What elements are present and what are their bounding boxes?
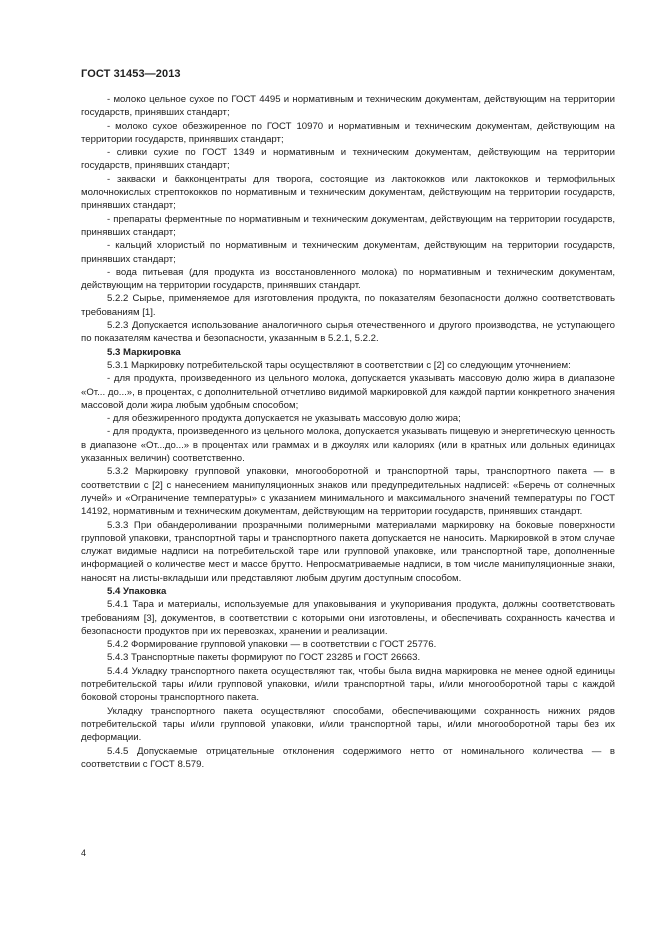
list-item: - для продукта, произведенного из цельного молока, допускается указывать пищевую и энергетическую ценность в диапазоне «От...до...» в процентах или граммах и в джоулях или калориях (или в кратных или дольных единицах указанных величин) соответственно. (81, 426, 615, 465)
clause-5-4-1: 5.4.1 Тара и материалы, используемые для упаковывания и укупоривания продукта, должны соответствовать требованиям [3], документов, в соответствии с которыми они изготовлены, и обеспечивать сохранность качества и безопасности продуктов при их перевозках, хранении и реализации. (81, 599, 615, 637)
clause-5-2-3: 5.2.3 Допускается использование аналогичного сырья отечественного и другого производства, не уступающего по показателям качества и безопасности, указанным в 5.2.1, 5.2.2. (81, 320, 615, 345)
clause-5-4-3: 5.4.3 Транспортные пакеты формируют по ГОСТ 23285 и ГОСТ 26663. (107, 652, 421, 664)
list-item: - для обезжиренного продукта допускается не указывать массовую долю жира; (107, 413, 461, 425)
list-item: - сливки сухие по ГОСТ 1349 и нормативным и техническим документам, действующим на территории государств, принявших стандарт; (81, 147, 615, 172)
clause-5-4-4: 5.4.4 Укладку транспортного пакета осуществляют так, чтобы была видна маркировка не менее одной единицы потребительской тары и/или групповой упаковки, и/или транспортной тары, и/или многооборотной тары с каждой боковой стороны транспортного пакета. (81, 665, 615, 704)
list-item: - молоко сухое обезжиренное по ГОСТ 10970 и нормативным и техническим документам, действующим на территории государств, принявших стандарт; (81, 120, 615, 145)
list-item: - вода питьевая (для продукта из восстановленного молока) по нормативным и техническим документам, действующим на территории государств, принявших стандарт. (81, 266, 615, 292)
clause-5-4-4-continued: Укладку транспортного пакета осуществляют способами, обеспечивающими сохранность нижних рядов потребительской тары и/или групповой упаковки, и/или транспортной тары, и/или многооборотной тары без их деформации. (81, 705, 615, 744)
document-body (81, 93, 615, 771)
section-heading-marking: 5.3 Маркировка (107, 346, 181, 358)
clause-5-3-1: 5.3.1 Маркировку потребительской тары осуществляют в соответствии с [2] со следующим уточнением: (107, 359, 571, 371)
clause-5-4-2: 5.4.2 Формирование групповой упаковки — в соответствии с ГОСТ 25776. (107, 639, 437, 651)
clause-5-3-2: 5.3.2 Маркировку групповой упаковки, многооборотной и транспортной тары, транспортного пакета — в соответствии с [2] с нанесением манипуляционных знаков или предупредительных надписей: «Беречь от солнечных лучей» и «Ограничение температуры» с указанием минимального и максимального значений температуры по ГОСТ 14192, нормативным и техническим документам, действующим на территории государств, принявших стандарт. (81, 466, 615, 518)
list-item: - молоко цельное сухое по ГОСТ 4495 и нормативным и техническим документам, действующим на территории государств, принявших стандарт; (81, 94, 615, 119)
standard-code-header: ГОСТ 31453—2013 (81, 68, 181, 80)
clause-5-2-2: 5.2.2 Сырье, применяемое для изготовления продукта, по показателям безопасности должно соответствовать требованиям [1]. (81, 293, 615, 318)
section-heading-packaging: 5.4 Упаковка (107, 585, 167, 597)
list-item: - кальций хлористый по нормативным и техническим документам, действующим на территории государств, принявших стандарт; (81, 240, 615, 265)
clause-5-3-3: 5.3.3 При обандероливании прозрачными полимерными материалами маркировку на боковые поверхности групповой упаковки, транспортной тары и транспортного пакета допускается не наносить. Маркировкой в этом случае служат видимые надписи на потребительской таре или групповой упаковке, или транспортной таре, дополненные информацией о количестве мест и массе брутто. Непросматриваемые надписи, в том числе манипуляционные знаки, наносят на листы-вкладыши или представляют любым другим доступным способом. (81, 519, 615, 584)
list-item: - для продукта, произведенного из цельного молока, допускается указывать массовую долю жира в диапазоне «От... до...», в процентах, с дополнительной отчетливо видимой маркировкой для каждой партии конкретного значения массовой доли жира любым удобным способом; (81, 373, 615, 411)
list-item: - препараты ферментные по нормативным и техническим документам, действующим на территории государств, принявших стандарт; (81, 213, 615, 238)
clause-5-4-5: 5.4.5 Допускаемые отрицательные отклонения содержимого нетто от номинального количества — в соответствии с ГОСТ 8.579. (81, 745, 615, 770)
page-number: 4 (81, 848, 87, 858)
list-item: - закваски и бакконцентраты для творога, состоящие из лактококков или лактококков и термофильных молочнокислых стрептококков по нормативным и техническим документам, действующим на территории государств, принявших стандарт; (81, 173, 615, 212)
